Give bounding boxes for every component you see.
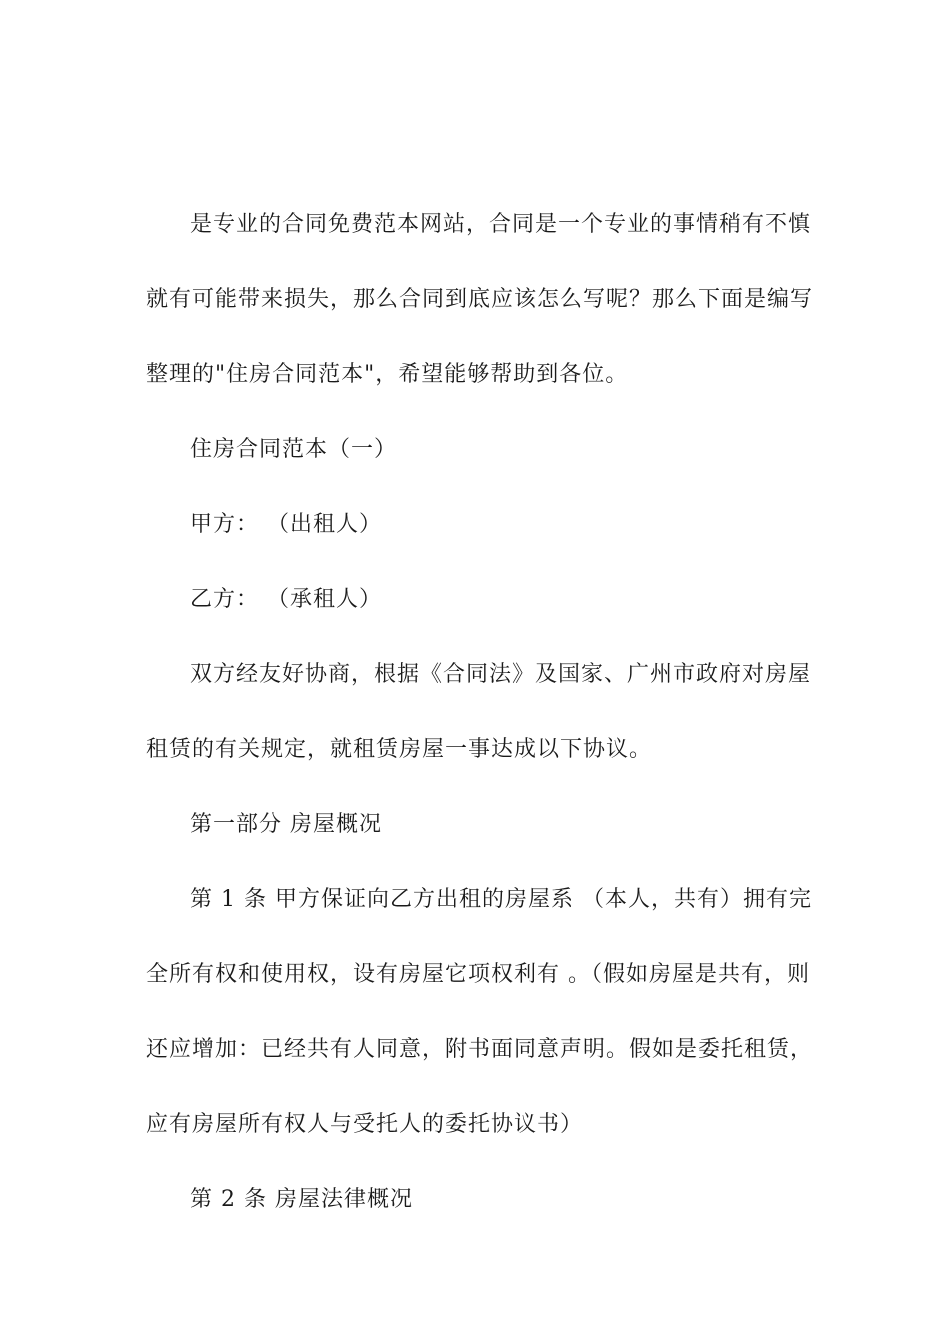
article-1-line-2: 全所有权和使用权，设有房屋它项权利有 。（假如房屋是共有，则	[146, 962, 810, 987]
intro-paragraph-line-2: 就有可能带来损失，那么合同到底应该怎么写呢？那么下面是编写	[146, 287, 814, 312]
article-1-line-4: 应有房屋所有权人与受托人的委托协议书）	[146, 1112, 584, 1137]
article-1-line-3: 还应增加：已经共有人同意，附书面同意声明。假如是委托租赁，	[146, 1037, 814, 1062]
article-2-heading: 第 2 条 房屋法律概况	[190, 1187, 413, 1212]
party-a-line: 甲方： （出租人）	[190, 512, 382, 537]
party-b-line: 乙方： （承租人）	[190, 587, 382, 612]
preamble-line-1: 双方经友好协商，根据《合同法》及国家、广州市政府对房屋	[190, 662, 812, 687]
intro-paragraph-line-3: 整理的"住房合同范本"，希望能够帮助到各位。	[146, 362, 629, 387]
preamble-line-2: 租赁的有关规定，就租赁房屋一事达成以下协议。	[146, 737, 653, 762]
intro-paragraph-line-1: 是专业的合同免费范本网站，合同是一个专业的事情稍有不慎	[190, 212, 812, 237]
section-heading: 第一部分 房屋概况	[190, 812, 382, 837]
contract-title: 住房合同范本（一）	[190, 437, 398, 462]
article-1-line-1: 第 1 条 甲方保证向乙方出租的房屋系 （本人，共有）拥有完	[190, 887, 812, 912]
